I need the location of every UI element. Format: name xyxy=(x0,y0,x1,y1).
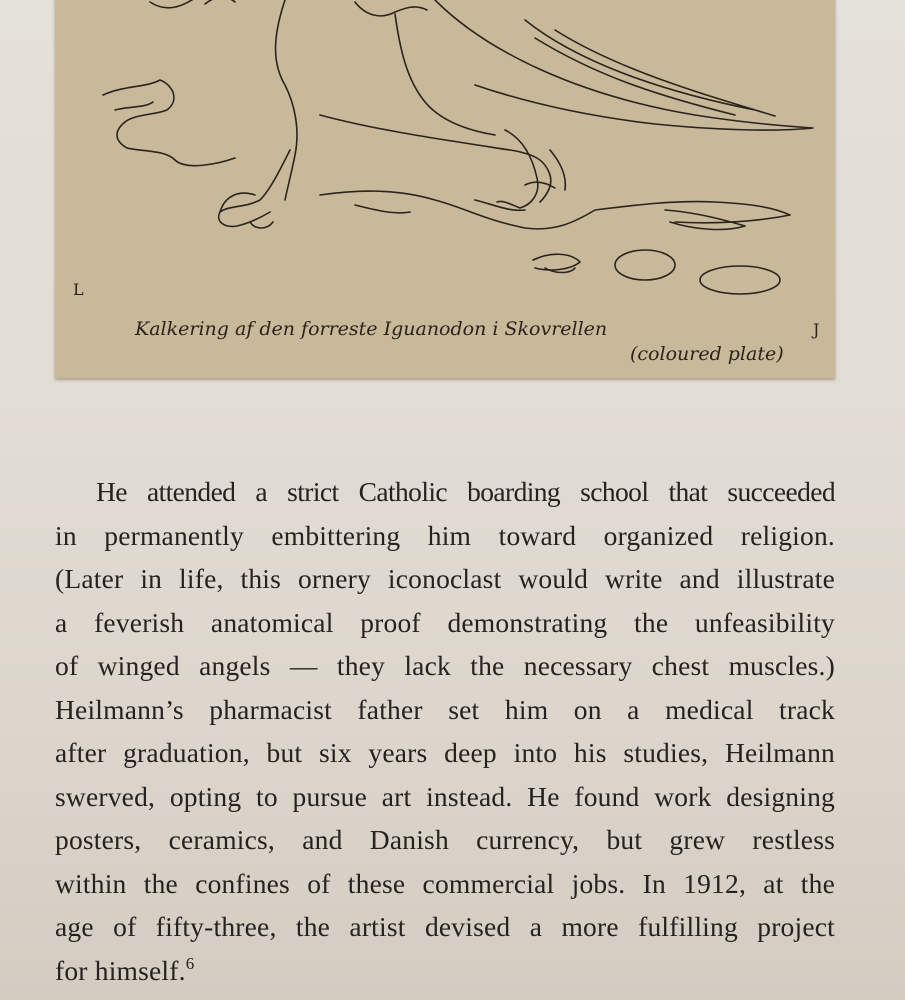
sketch-caption: Kalkering af den forreste Iguanodon i Skovrellen xyxy=(135,318,608,340)
body-paragraph xyxy=(55,470,835,992)
text-line-8: swerved, opting to pursue art instead. He found work designing xyxy=(55,780,835,812)
text-line-7: after graduation, but six years deep into his studies, Heilmann xyxy=(55,737,835,768)
text-line-10: within the confines of these commercial jobs. In 1912, at the xyxy=(55,867,835,899)
footnote-marker: 6 xyxy=(185,953,195,973)
text-line-12 xyxy=(55,949,835,993)
last-line-text: for himself. xyxy=(55,954,186,986)
iguanodon-sketch-drawing xyxy=(55,0,835,378)
sketch-plate xyxy=(55,0,835,378)
text-line-1: He attended a strict Catholic boarding school that succeeded xyxy=(96,476,835,507)
sketch-caption-note: (coloured plate) xyxy=(630,343,784,365)
text-line-6: Heilmann’s pharmacist father set him on a medical track xyxy=(55,693,835,725)
text-line-9: posters, ceramics, and Danish currency, but grew restless xyxy=(55,824,835,855)
text-line-2: in permanently embittering him toward organized religion. xyxy=(55,519,835,551)
text-line-11: age of fifty-three, the artist devised a more fulfilling project xyxy=(55,911,835,942)
corner-mark-right: J xyxy=(813,320,820,339)
corner-mark-left: L xyxy=(73,280,84,299)
text-line-3: (Later in life, this ornery iconoclast would write and illustrate xyxy=(55,563,835,594)
text-line-4: a feverish anatomical proof demonstrating the unfeasibility xyxy=(55,606,835,638)
text-line-5: of winged angels — they lack the necessary chest muscles.) xyxy=(55,650,835,681)
